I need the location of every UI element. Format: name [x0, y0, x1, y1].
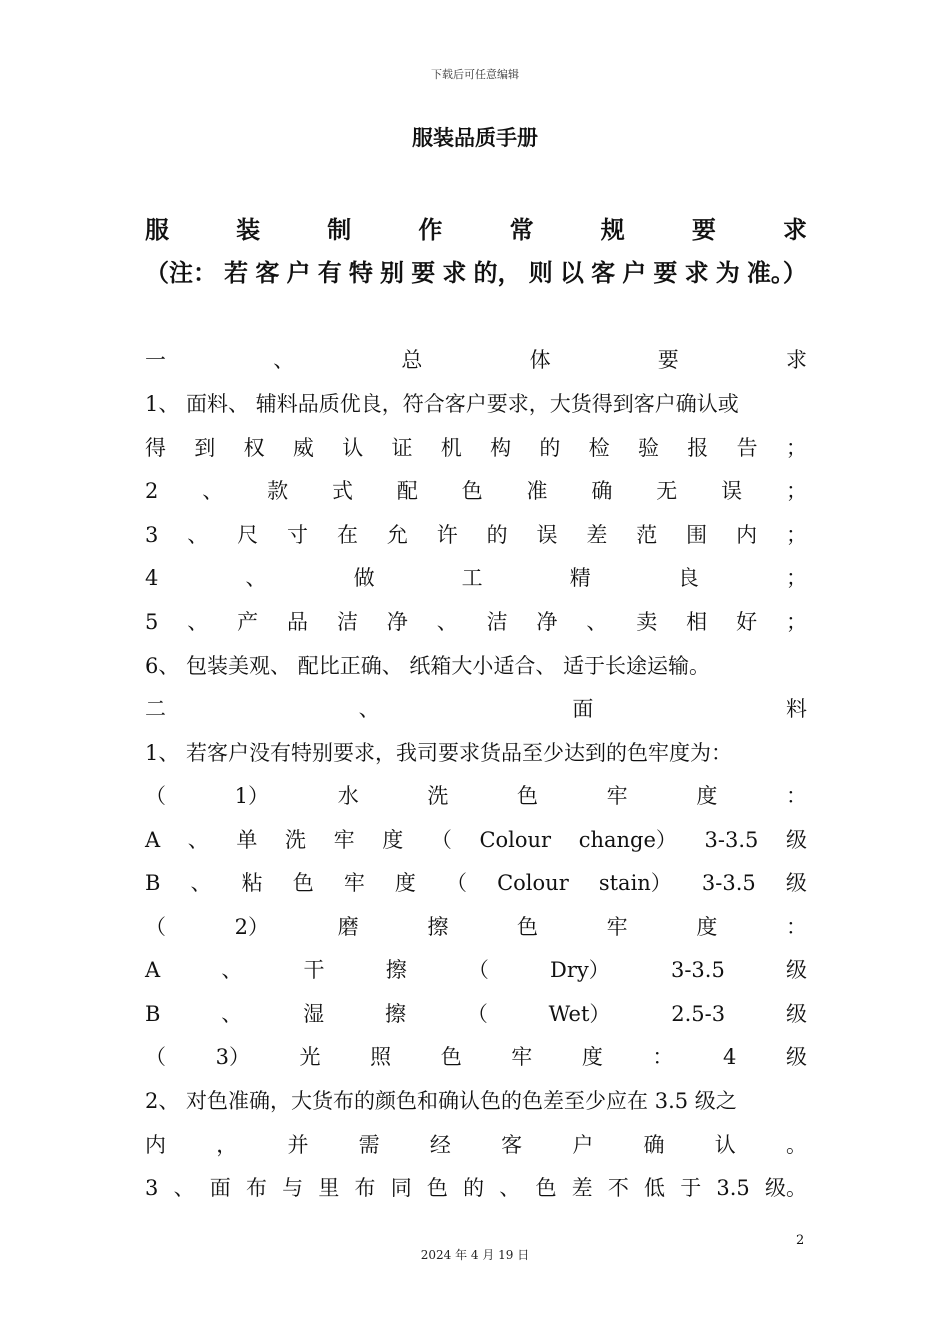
line-token: 误	[536, 523, 558, 547]
line-token: 3-3.5	[704, 828, 759, 852]
line-token: 3-3.5	[701, 871, 756, 895]
line-token: 得	[145, 436, 166, 460]
line-token: ：	[785, 915, 807, 939]
line-token: 允	[386, 523, 408, 547]
line-token: 干	[303, 958, 325, 982]
line-token: 做	[353, 566, 375, 590]
text-line-m1b1	[145, 955, 807, 985]
line-text: 1、 若客户没有特别要求，我司要求货品至少达到的色牢度为：	[145, 741, 733, 765]
line-token: 面	[209, 1176, 231, 1200]
line-token: 面	[572, 697, 594, 721]
line-token: 验	[637, 436, 659, 460]
line-token: 的	[539, 436, 561, 460]
line-token: 布	[245, 1176, 267, 1200]
line-token: 不	[607, 1176, 629, 1200]
line-token: B	[145, 1002, 161, 1026]
line-token: ，	[216, 1133, 238, 1157]
line-token: （	[446, 871, 467, 895]
heading-char: 户	[622, 259, 647, 287]
line-token: 、	[187, 610, 209, 634]
line-token: 认	[714, 1133, 736, 1157]
line-token: 色	[461, 479, 483, 503]
heading-char: 客	[255, 259, 280, 287]
line-token: 尺	[237, 523, 259, 547]
line-text: 2、 对色准确，大货布的颜色和确认色的色差至少应在 3.5 级之	[145, 1089, 737, 1113]
line-token: 并	[287, 1133, 309, 1157]
line-token: 总	[401, 348, 423, 372]
line-token: 工	[461, 566, 483, 590]
heading-char: 别	[380, 259, 405, 287]
line-token: 构	[490, 436, 512, 460]
line-token: 湿	[303, 1002, 325, 1026]
line-token: 误	[721, 479, 743, 503]
line-token: 洁	[486, 610, 508, 634]
line-token: ：	[652, 1045, 674, 1069]
heading-char: 要	[691, 216, 716, 244]
line-token: 级	[785, 828, 807, 852]
heading-char: 若	[224, 259, 249, 287]
line-token: ：	[785, 784, 807, 808]
text-line-m2	[145, 1086, 807, 1116]
heading-char: 客	[591, 259, 616, 287]
line-token: 度	[394, 871, 416, 895]
line-text: 1、 面料、 辅料品质优良，符合客户要求，大货得到客户确认或	[145, 392, 739, 416]
line-token: 户	[572, 1133, 594, 1157]
line-token: ；	[785, 436, 807, 460]
line-token: 经	[429, 1133, 451, 1157]
line-token: ；	[785, 523, 807, 547]
line-token: 内	[736, 523, 758, 547]
line-token: 二	[145, 697, 166, 721]
line-token: 一	[145, 348, 166, 372]
line-token: 、	[202, 479, 224, 503]
line-token: 告	[736, 436, 758, 460]
line-token: 同	[390, 1176, 412, 1200]
text-line-l1	[145, 389, 807, 419]
line-token: 度	[382, 828, 404, 852]
line-token: 差	[571, 1176, 593, 1200]
line-token: 净	[386, 610, 408, 634]
line-token: 水	[337, 784, 359, 808]
line-token: 相	[686, 610, 708, 634]
text-line-l2	[145, 476, 807, 506]
heading-char: 制	[327, 216, 352, 244]
heading-char: 准。）	[746, 259, 807, 287]
line-token: 2）	[234, 915, 270, 939]
text-line-sec2	[145, 694, 807, 724]
line-token: 许	[436, 523, 458, 547]
line-token: 产	[237, 610, 259, 634]
line-token: 4	[723, 1045, 737, 1069]
line-token: 、	[187, 828, 209, 852]
line-token: 3	[145, 523, 159, 547]
line-token: 、	[499, 1176, 521, 1200]
line-token: 、	[436, 610, 458, 634]
heading-char: 作	[418, 216, 443, 244]
line-token: 内	[145, 1133, 166, 1157]
line-token: 卖	[636, 610, 658, 634]
text-line-m1a1	[145, 825, 807, 855]
heading-char: （注：	[145, 259, 217, 287]
line-token: 牢	[511, 1045, 533, 1069]
text-line-m1b2	[145, 999, 807, 1029]
line-token: 低	[644, 1176, 665, 1200]
text-line-m1a2	[145, 868, 807, 898]
heading-char: 规	[600, 216, 625, 244]
line-token: 色	[292, 871, 314, 895]
line-token: 确	[591, 479, 613, 503]
line-token: 品	[287, 610, 309, 634]
line-token: 配	[396, 479, 418, 503]
line-token: 求	[785, 348, 807, 372]
line-token: 5	[145, 610, 159, 634]
line-token: 威	[292, 436, 314, 460]
line-token: 范	[636, 523, 658, 547]
line-token: 、	[586, 610, 608, 634]
line-token: 洗	[285, 828, 306, 852]
line-token: 磨	[337, 915, 359, 939]
line-token: 级	[785, 1045, 807, 1069]
line-token: 无	[656, 479, 678, 503]
line-token: Colour	[497, 871, 569, 895]
line-token: 级	[785, 871, 807, 895]
line-token: 3.5	[716, 1176, 750, 1200]
line-token: （	[467, 958, 489, 982]
line-token: 色	[517, 784, 538, 808]
text-line-sec1	[145, 345, 807, 375]
line-token: 需	[358, 1133, 380, 1157]
line-token: 粘	[241, 871, 263, 895]
heading-char: 求	[684, 259, 709, 287]
text-line-l1b	[145, 433, 807, 463]
line-token: 料	[785, 697, 807, 721]
line-token: 擦	[427, 915, 449, 939]
line-token: 净	[536, 610, 558, 634]
heading-char: 则	[528, 259, 553, 287]
line-token: 、	[173, 1176, 195, 1200]
text-line-m1b	[145, 912, 807, 942]
heading-char: 有	[317, 259, 342, 287]
line-token: 、	[187, 523, 209, 547]
line-token: （	[145, 1045, 166, 1069]
line-token: 式	[331, 479, 353, 503]
line-token: （	[466, 1002, 488, 1026]
line-token: 色	[440, 1045, 462, 1069]
line-token: 的	[463, 1176, 485, 1200]
line-token: 在	[336, 523, 358, 547]
line-token: 洁	[336, 610, 358, 634]
line-token: 款	[267, 479, 289, 503]
line-token: 级	[785, 1002, 807, 1026]
customer-note-heading	[145, 253, 807, 293]
line-token: change）	[578, 828, 677, 852]
heading-char: 要	[411, 259, 436, 287]
line-token: 牢	[343, 871, 365, 895]
line-token: Colour	[479, 828, 552, 852]
page-number: 2	[796, 1233, 805, 1248]
line-token: 色	[517, 915, 538, 939]
text-line-l6	[145, 651, 807, 681]
line-token: 布	[354, 1176, 376, 1200]
line-token: 好	[736, 610, 758, 634]
text-line-m1a	[145, 781, 807, 811]
line-token: 体	[529, 348, 551, 372]
line-token: 1）	[234, 784, 270, 808]
footer-date: 2024 年 4 月 19 日	[420, 1248, 530, 1262]
line-token: 、	[190, 871, 212, 895]
line-token: 权	[243, 436, 265, 460]
line-token: 3	[145, 1176, 159, 1200]
line-token: 机	[440, 436, 462, 460]
text-line-m2b	[145, 1130, 807, 1160]
heading-char: 要	[653, 259, 678, 287]
document-title: 服装品质手册	[412, 126, 538, 150]
line-token: B	[145, 871, 161, 895]
line-token: 洗	[427, 784, 449, 808]
line-token: A	[145, 958, 161, 982]
line-token: 2	[145, 479, 159, 503]
line-token: 度	[581, 1045, 603, 1069]
line-token: 精	[569, 566, 591, 590]
requirements-heading	[145, 210, 807, 250]
line-token: 牢	[606, 915, 628, 939]
text-line-l5	[145, 607, 807, 637]
heading-char: 服	[145, 216, 169, 244]
line-token: 的	[486, 523, 508, 547]
line-token: （	[145, 915, 166, 939]
line-token: 牢	[606, 784, 628, 808]
line-token: 、	[358, 697, 380, 721]
line-token: 2.5-3	[671, 1002, 726, 1026]
line-token: 到	[194, 436, 216, 460]
line-token: 色	[426, 1176, 448, 1200]
line-token: 证	[391, 436, 413, 460]
line-token: 差	[586, 523, 608, 547]
heading-char: 特	[348, 259, 373, 287]
heading-char: 求	[782, 216, 807, 244]
heading-char: 求	[442, 259, 467, 287]
heading-char: 户	[286, 259, 311, 287]
line-token: 准	[526, 479, 548, 503]
line-token: stain）	[598, 871, 672, 895]
line-token: 良	[677, 566, 699, 590]
line-token: ；	[785, 566, 807, 590]
line-token: 客	[501, 1133, 523, 1157]
line-token: 检	[588, 436, 610, 460]
line-token: 照	[370, 1045, 392, 1069]
line-token: 于	[680, 1176, 702, 1200]
text-line-l4	[145, 563, 807, 593]
line-token: 围	[686, 523, 708, 547]
line-token: 认	[342, 436, 364, 460]
line-token: 、	[245, 566, 267, 590]
line-token: 要	[657, 348, 679, 372]
line-token: 4	[145, 566, 159, 590]
text-line-m3	[145, 1173, 807, 1203]
line-token: 擦	[385, 958, 407, 982]
line-token: A	[145, 828, 161, 852]
line-token: 色	[535, 1176, 557, 1200]
heading-char: 常	[509, 216, 534, 244]
line-token: 单	[236, 828, 258, 852]
line-token: 里	[318, 1176, 340, 1200]
heading-char: 装	[236, 216, 261, 244]
heading-char: 的，	[473, 259, 522, 287]
line-token: 。	[785, 1133, 807, 1157]
line-token: （	[145, 784, 166, 808]
line-token: 度	[696, 784, 718, 808]
line-token: Wet）	[548, 1002, 611, 1026]
line-token: 寸	[287, 523, 309, 547]
line-token: ；	[785, 610, 807, 634]
line-token: ；	[785, 479, 807, 503]
line-token: 、	[221, 1002, 243, 1026]
line-token: 、	[273, 348, 295, 372]
line-text: 6、 包装美观、 配比正确、 纸箱大小适合、 适于长途运输。	[145, 654, 711, 678]
line-token: Dry）	[550, 958, 610, 982]
text-line-m1	[145, 738, 807, 768]
line-token: 牢	[333, 828, 355, 852]
line-token: 级。	[764, 1176, 807, 1200]
line-token: 度	[696, 915, 718, 939]
line-token: 报	[687, 436, 709, 460]
line-token: 与	[282, 1176, 304, 1200]
heading-char: 以	[559, 259, 584, 287]
line-token: 擦	[384, 1002, 406, 1026]
line-token: 3）	[215, 1045, 250, 1069]
heading-char: 为	[715, 259, 740, 287]
line-token: 确	[643, 1133, 665, 1157]
line-token: 级	[785, 958, 807, 982]
text-line-l3	[145, 520, 807, 550]
header-note: 下载后可任意编辑	[431, 68, 519, 81]
line-token: 、	[221, 958, 243, 982]
line-token: （	[430, 828, 452, 852]
line-token: 光	[299, 1045, 321, 1069]
line-token: 3-3.5	[670, 958, 725, 982]
text-line-m1c	[145, 1042, 807, 1072]
